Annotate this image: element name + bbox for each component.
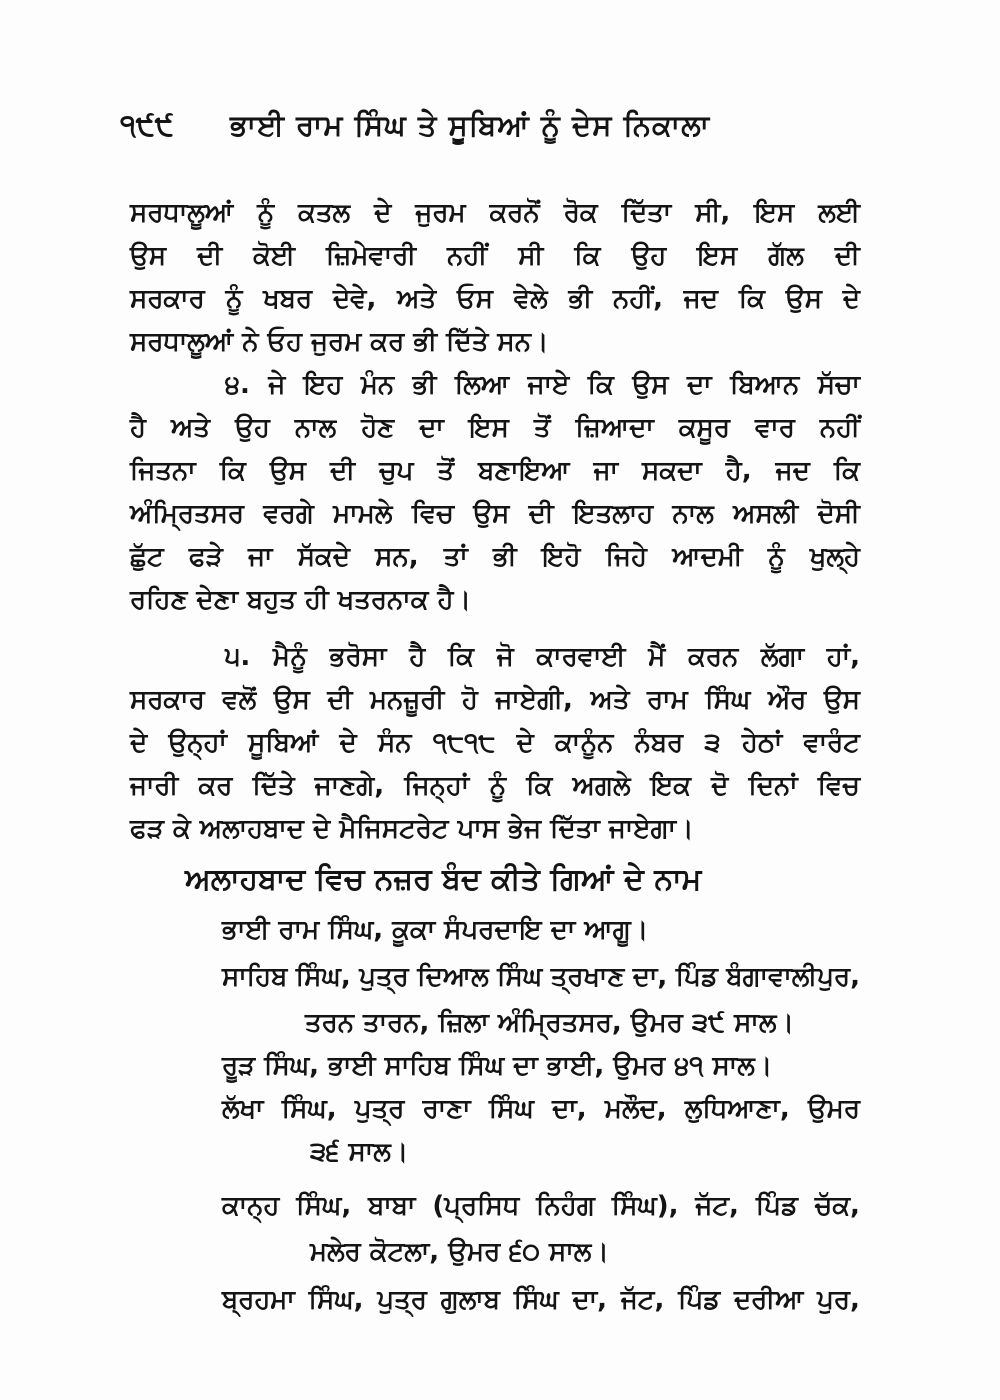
body-line: ਸਰਕਾਰ ਵਲੋਂ ਉਸ ਦੀ ਮਨਜ਼ੂਰੀ ਹੋ ਜਾਏਗੀ, ਅਤੇ ਰਾਮ ਸਿੰਘ ਔਰ ਉਸ (130, 685, 860, 715)
body-line: ਸਰਧਾਲੂਆਂ ਨੇ ਓਹ ਜੁਰਮ ਕਰ ਭੀ ਦਿੱਤੇ ਸਨ। (130, 327, 549, 357)
list-item-continuation: ਮਲੇਰ ਕੋਟਲਾ, ਉਮਰ ੬੦ ਸਾਲ। (310, 1237, 609, 1267)
body-line: ਫੜ ਕੇ ਅਲਾਹਬਾਦ ਦੇ ਮੈਜਿਸਟਰੇਟ ਪਾਸ ਭੇਜ ਦਿੱਤਾ ਜਾਏਗਾ। (130, 814, 694, 844)
running-header-title: ਭਾਈ ਰਾਮ ਸਿੰਘ ਤੇ ਸੂਬਿਆਂ ਨੂੰ ਦੇਸ ਨਿਕਾਲਾ (230, 108, 710, 142)
body-line: ਛੁੱਟ ਫੜੇ ਜਾ ਸੱਕਦੇ ਸਨ, ਤਾਂ ਭੀ ਇਹੋ ਜਿਹੇ ਆਦਮੀ ਨੂੰ ਖੁਲ੍ਹੇ (130, 542, 860, 572)
body-line: ਰਹਿਣ ਦੇਣਾ ਬਹੁਤ ਹੀ ਖਤਰਨਾਕ ਹੈ। (130, 585, 471, 615)
body-line: ੪. ਜੇ ਇਹ ਮੰਨ ਭੀ ਲਿਆ ਜਾਏ ਕਿ ਉਸ ਦਾ ਬਿਆਨ ਸੱਚਾ (225, 370, 860, 400)
body-line: ਅੰਮ੍ਰਿਤਸਰ ਵਰਗੇ ਮਾਮਲੇ ਵਿਚ ਉਸ ਦੀ ਇਤਲਾਹ ਨਾਲ ਅਸਲੀ ਦੋਸੀ (130, 499, 860, 529)
section-heading: ਅਲਾਹਬਾਦ ਵਿਚ ਨਜ਼ਰ ਬੰਦ ਕੀਤੇ ਗਿਆਂ ਦੇ ਨਾਮ (185, 862, 702, 897)
body-line: ਜਿਤਨਾ ਕਿ ਉਸ ਦੀ ਚੁਪ ਤੋਂ ਬਣਾਇਆ ਜਾ ਸਕਦਾ ਹੈ, ਜਦ ਕਿ (130, 456, 860, 486)
list-item: ਰੂੜ ਸਿੰਘ, ਭਾਈ ਸਾਹਿਬ ਸਿੰਘ ਦਾ ਭਾਈ, ਉਮਰ ੪੧ ਸਾਲ। (222, 1051, 773, 1081)
body-line: ੫. ਮੈਨੂੰ ਭਰੋਸਾ ਹੈ ਕਿ ਜੋ ਕਾਰਵਾਈ ਮੈਂ ਕਰਨ ਲੱਗਾ ਹਾਂ, (225, 642, 860, 672)
list-item: ਸਾਹਿਬ ਸਿੰਘ, ਪੁਤ੍ਰ ਦਿਆਲ ਸਿੰਘ ਤ੍ਰਖਾਣ ਦਾ, ਪਿੰਡ ਬੰਗਾਵਾਲੀਪੁਰ, (222, 962, 860, 992)
list-item: ਕਾਨ੍ਹ ਸਿੰਘ, ਬਾਬਾ (ਪ੍ਰਸਿਧ ਨਿਹੰਗ ਸਿੰਘ), ਜੱਟ, ਪਿੰਡ ਚੱਕ, (222, 1191, 860, 1221)
list-item: ਭਾਈ ਰਾਮ ਸਿੰਘ, ਕੂਕਾ ਸੰਪਰਦਾਇ ਦਾ ਆਗੂ। (222, 915, 649, 945)
body-line: ਦੇ ਉਨ੍ਹਾਂ ਸੂਬਿਆਂ ਦੇ ਸੰਨ ੧੮੧੮ ਦੇ ਕਾਨੂੰਨ ਨੰਬਰ ੩ ਹੇਠਾਂ ਵਾਰੰਟ (130, 728, 860, 758)
body-line: ਉਸ ਦੀ ਕੋਈ ਜ਼ਿਮੇਵਾਰੀ ਨਹੀਂ ਸੀ ਕਿ ਉਹ ਇਸ ਗੱਲ ਦੀ (130, 241, 860, 271)
list-item-continuation: ੩੬ ਸਾਲ। (310, 1137, 409, 1167)
page-number: ੧੯੯ (120, 108, 174, 142)
body-line: ਸਰਕਾਰ ਨੂੰ ਖਬਰ ਦੇਵੇ, ਅਤੇ ਓਸ ਵੇਲੇ ਭੀ ਨਹੀਂ, ਜਦ ਕਿ ਉਸ ਦੇ (130, 284, 860, 314)
body-line: ਜਾਰੀ ਕਰ ਦਿੱਤੇ ਜਾਣਗੇ, ਜਿਨ੍ਹਾਂ ਨੂੰ ਕਿ ਅਗਲੇ ਇਕ ਦੋ ਦਿਨਾਂ ਵਿਚ (130, 771, 860, 801)
body-line: ਹੈ ਅਤੇ ਉਹ ਨਾਲ ਹੋਣ ਦਾ ਇਸ ਤੋਂ ਜ਼ਿਆਦਾ ਕਸੂਰ ਵਾਰ ਨਹੀਂ (130, 413, 860, 443)
list-item-continuation: ਤਰਨ ਤਾਰਨ, ਜ਼ਿਲਾ ਅੰਮ੍ਰਿਤਸਰ, ਉਮਰ ੩੯ ਸਾਲ। (305, 1008, 794, 1038)
list-item: ਲੱਖਾ ਸਿੰਘ, ਪੁਤ੍ਰ ਰਾਣਾ ਸਿੰਘ ਦਾ, ਮਲੌਦ, ਲੁਧਿਆਣਾ, ਉਮਰ (222, 1094, 860, 1124)
list-item: ਬ੍ਰਹਮਾ ਸਿੰਘ, ਪੁਤ੍ਰ ਗੁਲਾਬ ਸਿੰਘ ਦਾ, ਜੱਟ, ਪਿੰਡ ਦਰੀਆ ਪੁਰ, (222, 1285, 860, 1315)
body-line: ਸਰਧਾਲੂਆਂ ਨੂੰ ਕਤਲ ਦੇ ਜੁਰਮ ਕਰਨੋਂ ਰੋਕ ਦਿੱਤਾ ਸੀ, ਇਸ ਲਈ (130, 198, 860, 228)
